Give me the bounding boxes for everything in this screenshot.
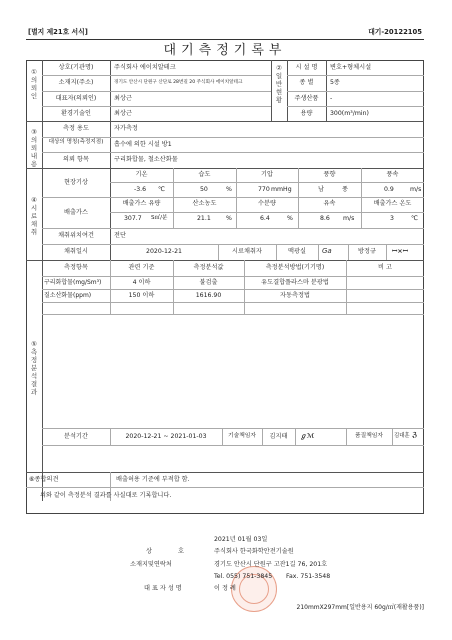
sampler-2-signature-icon: ꟷ×ꟷ [392,247,409,255]
gas-label: 배출가스 [64,209,88,216]
doc-code: 대기-20122105 [368,28,422,36]
hdr-wind-dir: 풍향 [323,171,336,178]
quality-label: 품질책임자 [355,433,383,439]
section-sampling: ④시료채취 [30,196,38,236]
res-row-1-item: 구리화합물(mg/Sm³) [44,279,102,286]
target-label: 대상의 명칭(측정지점) [48,139,104,145]
company-label: 상 호 [146,548,196,555]
period-label: 분석기간 [64,433,88,440]
sampler-label: 시료채취자 [232,248,262,255]
sampler-1: 맥광실 [288,248,306,255]
client-name-label: 상호(기관명) [58,64,94,71]
wind-speed-unit: m/s [410,186,422,193]
statement: 위와 같이 측정분석 결과를 사실대로 기록합니다. [40,492,172,499]
client-address: 경기도 안산시 단원구 산단로 28번길 20 주식회사 에이치알테크 [114,80,243,85]
type-label: 종 별 [299,79,314,86]
wind-dir-value: 남 [318,186,324,193]
client-address-label: 소재지(주소) [58,79,94,86]
capacity: 300(m³/min) [330,110,369,117]
facility-label: 시 설 명 [295,64,318,71]
section-results: ⑤측정분석결과 [30,340,38,396]
items-label: 의뢰 항목 [63,156,89,163]
res-row-1-method: 유도결합플라스마 분광법 [261,279,329,286]
tel: Tel. 055) 751-3845 [214,573,273,580]
method-label: 채취위치여건 [58,232,94,239]
pressure-unit: mmHg [271,186,292,193]
res-hdr-note: 비 고 [378,264,392,271]
addr-label: 소재지및연락처 [130,561,172,568]
res-hdr-value: 측정분석값 [193,264,224,271]
type: 5종 [330,79,340,86]
opinion: 배출허용 기준에 부적합 함. [116,476,190,483]
ceo: 이 정 례 [214,585,236,592]
section-client: ①의뢰인 [30,68,38,100]
date-label: 채취일시 [64,248,88,255]
flow-unit: S㎥/분 [151,215,168,221]
client-name: 주식회사 에이치알테크 [114,64,176,71]
section-request: ③의뢰내용 [30,128,38,168]
wind-dir-suffix: 풍 [342,186,348,193]
capacity-label: 용량 [300,110,313,117]
hdr-humidity: 습도 [198,171,211,178]
purpose: 자가측정 [114,125,138,132]
temp-unit: ℃ [158,186,165,193]
purpose-label: 측정 용도 [63,125,89,132]
tech: 김지태 [269,433,288,440]
hdr-oxygen: 산소농도 [192,200,217,207]
flow-value: 307.7 [124,215,142,222]
hdr-moisture: 수분량 [258,200,276,207]
section-opinion: ⑥종합의견 [29,476,59,483]
humidity-unit: % [226,186,232,193]
hdr-temp: 기온 [135,171,148,178]
tech-signature-icon: ℊℳ [300,432,315,440]
gas-temp-value: 3 [390,215,394,222]
velocity-unit: m/s [343,215,355,222]
ceo-label: 대 표 자 성 명 [144,585,182,592]
res-row-1-std: 4 이하 [132,279,151,286]
hdr-pressure: 기압 [261,171,273,178]
humidity-value: 50 [200,186,208,193]
main-product-label: 주생산품 [294,95,319,102]
hdr-wind-speed: 풍속 [386,171,399,178]
res-hdr-method: 측정분석방법(기기명) [265,264,325,271]
page-title: 대기측정기록부 [163,43,287,58]
client-env: 최상근 [114,110,132,117]
velocity-value: 8.6 [320,215,330,222]
res-hdr-item: 측정항목 [64,264,88,271]
gas-temp-unit: ℃ [411,215,418,222]
tech-label: 기술책임자 [228,433,256,439]
client-env-label: 환경기술인 [61,110,91,117]
res-row-2-item: 질소산화물(ppm) [44,292,92,299]
hdr-velocity: 유속 [323,200,336,207]
client-rep-label: 대표자(의뢰인) [55,95,97,102]
target: 흡수에 의한 시설 방1 [114,141,172,148]
weather-label: 현장기상 [64,179,88,186]
main-product: - [330,95,333,102]
section-general: ②일반현황 [275,64,283,104]
addr: 경기도 안산시 단원구 고잔1길 76, 201호 [214,561,328,568]
form-label: [별지 제21호 서식] [28,28,88,36]
sampler-1-signature-icon: Ga [322,247,332,255]
quality: 김대훈 [394,433,410,439]
res-row-2-value: 1616.90 [195,292,222,299]
footer: 210mmX297mm[일반용지 60g/㎡(재활용품)] [296,604,424,611]
temp-value: -3.6 [134,186,147,193]
sampling-date: 2020-12-21 [146,248,182,255]
period: 2020-12-21 ~ 2021-01-03 [125,433,207,440]
method: 전단 [114,232,126,239]
hdr-gas-temp: 배출가스 온도 [373,200,412,207]
company: 주식회사 한국화학안전기술원 [214,548,294,555]
quality-signature-icon: ℨ [412,431,418,439]
wind-speed-value: 0.9 [384,186,394,193]
res-row-2-method: 자동측정법 [280,292,310,299]
moisture-value: 6.4 [260,215,270,222]
items: 구리화합물, 철소산화물 [114,156,178,163]
moisture-unit: % [287,215,293,222]
pressure-value: 770 [258,186,270,193]
res-hdr-std: 관련 기준 [128,264,155,271]
client-rep: 최상근 [114,95,132,102]
hdr-flow: 배출가스 유량 [122,200,161,207]
issue-date: 2021년 01월 03일 [214,536,268,543]
res-row-1-value: 불검출 [199,279,218,286]
fax: Fax. 751-3548 [286,573,331,580]
oxygen-value: 21.1 [197,215,211,222]
sampler-2: 방정규 [358,248,376,255]
oxygen-unit: % [226,215,232,222]
facility: 변호+형체시설 [330,64,372,71]
res-row-2-std: 150 이하 [128,292,155,299]
